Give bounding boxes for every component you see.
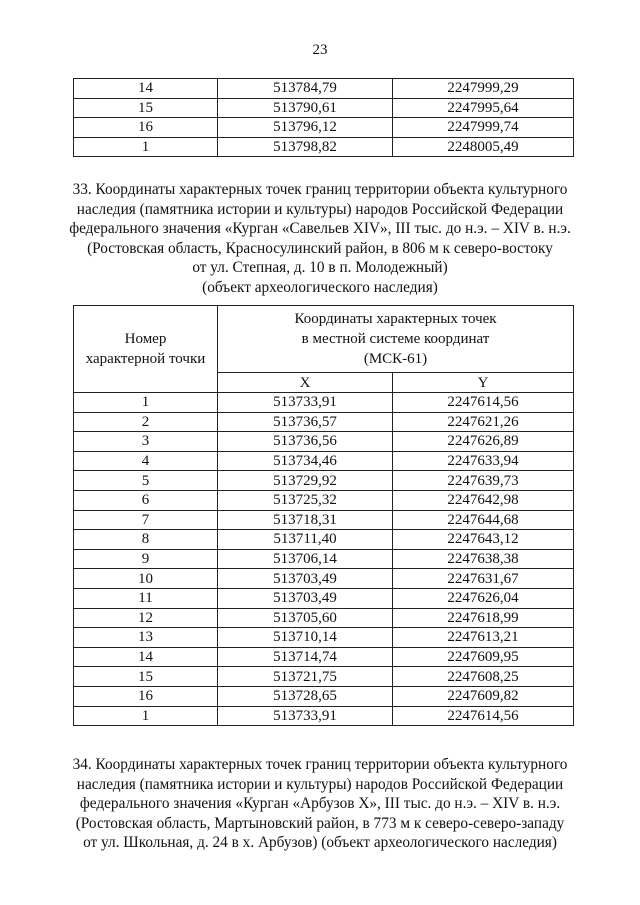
table-body [74, 79, 574, 157]
point-number-cell: 13 [74, 628, 218, 648]
y-coordinate-cell: 2247608,25 [393, 667, 574, 687]
point-number-cell: 7 [74, 510, 218, 530]
x-coordinate-cell: 513729,92 [218, 471, 393, 491]
x-coordinate-cell: 513714,74 [218, 647, 393, 667]
y-coordinate-cell: 2248005,49 [393, 137, 574, 157]
point-number-cell: 11 [74, 588, 218, 608]
section-33-heading [62, 180, 578, 298]
heading-line: от ул. Школьная, д. 24 в х. Арбузов) (объект археологического наследия) [83, 834, 557, 852]
y-coordinate-cell: 2247609,82 [393, 686, 574, 706]
table-row [74, 490, 574, 510]
heading-line: федерального значения «Курган «Савельев XIV», III тыс. до н.э. – XIV в. н.э. [69, 220, 571, 238]
table-row [74, 569, 574, 589]
x-coordinate-cell: 513784,79 [218, 79, 393, 99]
point-number-cell: 5 [74, 471, 218, 491]
x-coordinate-cell: 513790,61 [218, 98, 393, 118]
table-row [74, 79, 574, 99]
y-coordinate-cell: 2247644,68 [393, 510, 574, 530]
y-coordinate-cell: 2247614,56 [393, 706, 574, 726]
page-number: 23 [312, 42, 328, 58]
table-header [74, 306, 574, 393]
heading-line: (объект археологического наследия) [202, 278, 438, 296]
x-coordinate-cell: 513711,40 [218, 530, 393, 550]
point-number-cell: 12 [74, 608, 218, 628]
coordinates-table-continued [73, 78, 574, 157]
table-row [74, 549, 574, 569]
table-row [74, 706, 574, 726]
heading-line: федерального значения «Курган «Арбузов X», III тыс. до н.э. – XIV в. н.э. [79, 795, 561, 813]
coordinates-table-33 [73, 305, 574, 726]
point-number-cell: 16 [74, 118, 218, 138]
y-coordinate-cell: 2247638,38 [393, 549, 574, 569]
table-row [74, 137, 574, 157]
heading-line: (Ростовская область, Красносулинский район, в 806 м к северо-востоку [87, 239, 553, 257]
y-coordinate-cell: 2247609,95 [393, 647, 574, 667]
header-x: X [218, 373, 393, 393]
point-number-cell: 4 [74, 451, 218, 471]
heading-line: от ул. Степная, д. 10 в п. Молодежный) [192, 259, 448, 277]
heading-line: наследия (памятника истории и культуры) народов Российской Федерации [76, 775, 564, 793]
y-coordinate-cell: 2247631,67 [393, 569, 574, 589]
table-row [74, 647, 574, 667]
point-number-cell: 1 [74, 137, 218, 157]
point-number-cell: 1 [74, 393, 218, 413]
table-row [74, 412, 574, 432]
table-row [74, 628, 574, 648]
point-number-cell: 10 [74, 569, 218, 589]
x-coordinate-cell: 513733,91 [218, 393, 393, 413]
header-coords-line: в местной системе координат [301, 331, 490, 347]
heading-line: наследия (памятника истории и культуры) народов Российской Федерации [76, 200, 564, 218]
table-row [74, 118, 574, 138]
point-number-cell: 8 [74, 530, 218, 550]
header-y: Y [393, 373, 574, 393]
y-coordinate-cell: 2247999,74 [393, 118, 574, 138]
header-coords-line: (МСК-61) [363, 351, 428, 367]
table-row [74, 686, 574, 706]
x-coordinate-cell: 513736,56 [218, 432, 393, 452]
x-coordinate-cell: 513721,75 [218, 667, 393, 687]
table-row [74, 393, 574, 413]
point-number-cell: 9 [74, 549, 218, 569]
y-coordinate-cell: 2247614,56 [393, 393, 574, 413]
y-coordinate-cell: 2247613,21 [393, 628, 574, 648]
point-number-cell: 6 [74, 490, 218, 510]
point-number-cell: 1 [74, 706, 218, 726]
table-row [74, 98, 574, 118]
x-coordinate-cell: 513706,14 [218, 549, 393, 569]
point-number-cell: 16 [74, 686, 218, 706]
x-coordinate-cell: 513703,49 [218, 569, 393, 589]
point-number-cell: 3 [74, 432, 218, 452]
y-coordinate-cell: 2247621,26 [393, 412, 574, 432]
point-number-cell: 14 [74, 79, 218, 99]
heading-line: 33. Координаты характерных точек границ территории объекта культурного [72, 181, 568, 198]
header-coords-line: Координаты характерных точек [294, 311, 497, 327]
table-row [74, 608, 574, 628]
x-coordinate-cell: 513798,82 [218, 137, 393, 157]
x-coordinate-cell: 513734,46 [218, 451, 393, 471]
x-coordinate-cell: 513796,12 [218, 118, 393, 138]
table-body [74, 393, 574, 726]
section-34-heading [62, 755, 578, 853]
y-coordinate-cell: 2247639,73 [393, 471, 574, 491]
x-coordinate-cell: 513705,60 [218, 608, 393, 628]
heading-line: 34. Координаты характерных точек границ территории объекта культурного [72, 756, 568, 773]
y-coordinate-cell: 2247999,29 [393, 79, 574, 99]
x-coordinate-cell: 513736,57 [218, 412, 393, 432]
table-row [74, 588, 574, 608]
heading-line: (Ростовская область, Мартыновский район, в 773 м к северо-северо-западу [75, 814, 565, 832]
x-coordinate-cell: 513733,91 [218, 706, 393, 726]
table-row [74, 510, 574, 530]
y-coordinate-cell: 2247633,94 [393, 451, 574, 471]
table-row [74, 432, 574, 452]
header-point-line: характерной точки [85, 351, 206, 367]
table-row [74, 471, 574, 491]
y-coordinate-cell: 2247642,98 [393, 490, 574, 510]
x-coordinate-cell: 513718,31 [218, 510, 393, 530]
x-coordinate-cell: 513725,32 [218, 490, 393, 510]
header-coordinates [218, 306, 574, 373]
point-number-cell: 14 [74, 647, 218, 667]
table-row [74, 667, 574, 687]
table-row [74, 451, 574, 471]
point-number-cell: 15 [74, 98, 218, 118]
y-coordinate-cell: 2247626,89 [393, 432, 574, 452]
x-coordinate-cell: 513703,49 [218, 588, 393, 608]
y-coordinate-cell: 2247643,12 [393, 530, 574, 550]
table-row [74, 530, 574, 550]
y-coordinate-cell: 2247626,04 [393, 588, 574, 608]
x-coordinate-cell: 513710,14 [218, 628, 393, 648]
y-coordinate-cell: 2247618,99 [393, 608, 574, 628]
point-number-cell: 2 [74, 412, 218, 432]
y-coordinate-cell: 2247995,64 [393, 98, 574, 118]
point-number-cell: 15 [74, 667, 218, 687]
header-point-number [74, 306, 218, 393]
x-coordinate-cell: 513728,65 [218, 686, 393, 706]
header-point-line: Номер [124, 331, 167, 347]
